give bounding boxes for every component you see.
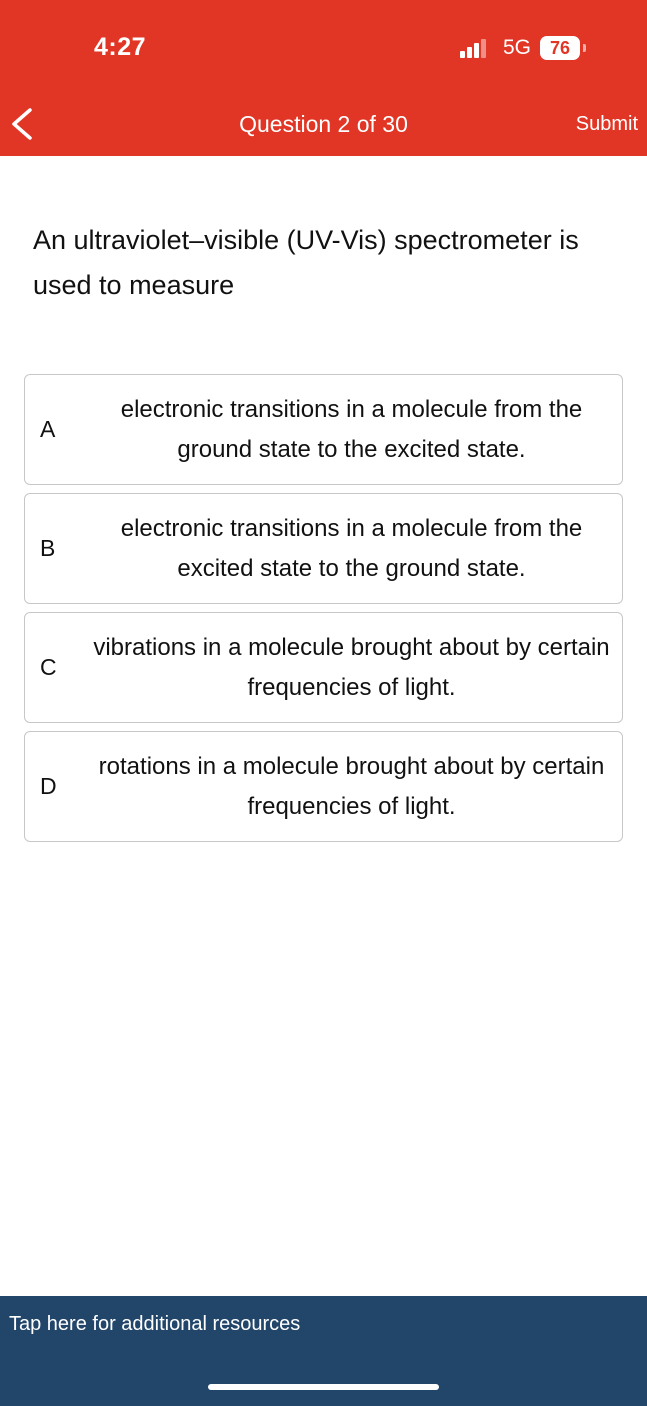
battery-tip xyxy=(583,44,586,52)
resources-bar xyxy=(0,1296,647,1406)
option-letter: A xyxy=(40,416,56,442)
app-header xyxy=(0,0,647,156)
network-type: 5G xyxy=(503,36,532,59)
signal-strength-icon xyxy=(460,38,490,58)
option-text: vibrations in a molecule brought about by certain frequencies of light. xyxy=(93,633,610,701)
question-text: An ultraviolet–visible (UV-Vis) spectrometer is used to measure xyxy=(33,225,579,300)
question-counter: Question 2 of 30 xyxy=(239,111,408,137)
status-time: 4:27 xyxy=(94,33,147,61)
additional-resources-link[interactable]: Tap here for additional resources xyxy=(9,1313,301,1335)
home-indicator[interactable] xyxy=(208,1384,439,1390)
answer-option-b[interactable] xyxy=(24,493,623,604)
answer-option-c[interactable] xyxy=(24,612,623,723)
battery-icon: 76 xyxy=(540,36,580,60)
answer-option-d[interactable] xyxy=(24,731,623,842)
submit-button[interactable]: Submit xyxy=(575,113,638,135)
option-text: rotations in a molecule brought about by certain frequencies of light. xyxy=(98,752,605,820)
option-letter: C xyxy=(40,654,57,680)
option-letter: D xyxy=(40,773,57,799)
option-text: electronic transitions in a molecule from the excited state to the ground state. xyxy=(120,514,583,582)
answer-option-a[interactable] xyxy=(24,374,623,485)
option-text: electronic transitions in a molecule from the ground state to the excited state. xyxy=(120,395,583,463)
option-letter: B xyxy=(40,535,56,561)
